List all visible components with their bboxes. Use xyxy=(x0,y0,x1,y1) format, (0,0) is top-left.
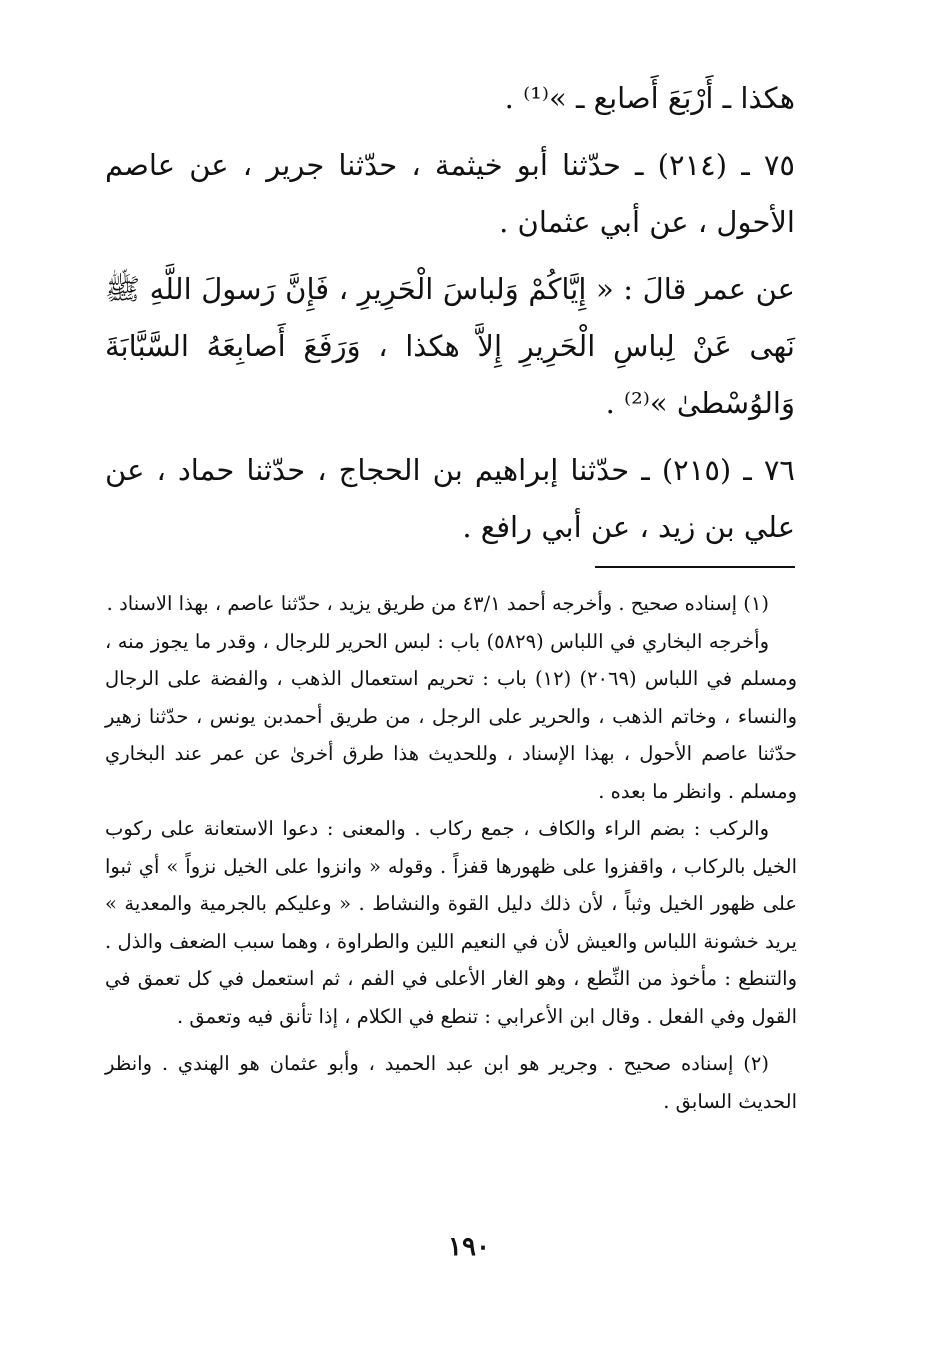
footnote-1-gharib: والركب : بضم الراء والكاف ، جمع ركاب . والمعنى : دعوا الاستعانة على ركوب الخيل بالركاب ، واقفزوا على ظهورها قفزاً . وقوله « وانزوا على الخيل نزواً » أي ثبوا على ظهور الخيل وثباً ، لأن ذلك دليل القوة والنشاط . « وعليكم بالجرمية والمعدية » يريد خشونة اللباس والعيش لأن في النعيم اللين والطراوة ، وهما سبب الضعف والذل . والتنطع : مأخوذ من النِّطع ، وهو الغار الأعلى في الفم ، ثم استعمل في كل تعمق في القول وفي الفعل . وقال ابن الأعرابي : تنطع في الكلام ، إذا تأنق فيه وتعمق . xyxy=(105,817,797,1028)
hadith-75-isnad: ٧٥ ـ (٢١٤) ـ حدّثنا أبو خيثمة ، حدّثنا جرير ، عن عاصم الأحول ، عن أبي عثمان . xyxy=(105,148,796,239)
page-number: ١٩٠ xyxy=(448,1232,490,1262)
hadith-75-matn: عن عمر قالَ : « إِيَّاكُمْ وَلباسَ الْحَرِيرِ ، فَإِنَّ رَسولَ اللَّهِ ﷺ نَهى عَنْ لِباسِ الْحَرِيرِ إِلاَّ هكذا ، وَرَفَعَ أَصابِعَهُ السَّبَّابَةَ وَالوُسْطىٰ »⁽²⁾ . xyxy=(105,272,795,420)
footnote-1: (١) إسناده صحيح . وأخرجه أحمد ٤٣/١ من طريق يزيد ، حدّثنا عاصم ، بهذا الاسناد . xyxy=(106,592,769,615)
hadith-76-isnad: ٧٦ ـ (٢١٥) ـ حدّثنا إبراهيم بن الحجاج ، حدّثنا حماد ، عن علي بن زيد ، عن أبي رافع . xyxy=(105,453,795,544)
footnote-divider xyxy=(595,566,795,568)
continuation-line: هكذا ـ أَرْبَعَ أَصابع ـ »⁽¹⁾ . xyxy=(504,81,795,115)
main-text xyxy=(105,70,795,556)
footnote-1-takhrij: وأخرجه البخاري في اللباس (٥٨٢٩) باب : لبس الحرير للرجال ، وقدر ما يجوز منه ، ومسلم في اللباس (٢٠٦٩) (١٢) باب : تحريم استعمال الذهب ، والفضة على الرجال والنساء ، وخاتم الذهب ، والحرير على الرجل ، من طريق أحمدبن يونس ، حدّثنا زهير حدّثنا عاصم الأحول ، بهذا الإسناد ، وللحديث هذا طرق أخرىٰ عن عمر عند البخاري ومسلم . وانظر ما بعده . xyxy=(105,629,798,803)
footnote-2: (٢) إسناده صحيح . وجرير هو ابن عبد الحميد ، وأبو عثمان هو الهندي . وانظر الحديث السابق . xyxy=(105,1052,797,1113)
footnotes xyxy=(105,585,797,1120)
